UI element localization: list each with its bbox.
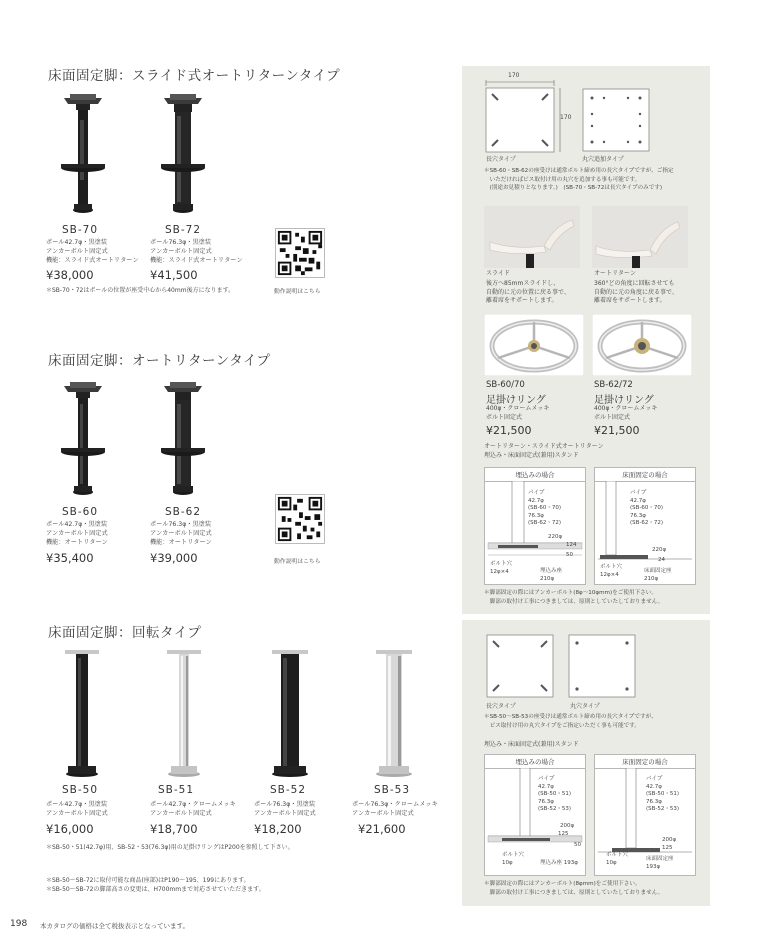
page-number: 198 bbox=[10, 919, 28, 929]
autoreturn-seat-image bbox=[592, 206, 688, 268]
floor-dim-125: 125 bbox=[662, 845, 673, 851]
sb-62-price: ¥39,000 bbox=[150, 551, 198, 565]
sb-53-product-image bbox=[372, 648, 416, 780]
panel2-footnote: ＊脚部固定の際にはアンカーボルト(8φmm)をご使用下さい。 脚部の取付け工事につきましては、原則としていたしておりません。 bbox=[484, 881, 664, 896]
sb-50-spec: ポール42.7φ・黒塗装 アンカーボルト固定式 bbox=[46, 801, 108, 817]
ring2-name: 足掛けリング bbox=[594, 395, 654, 406]
embed-dim-50-2: 50 bbox=[574, 842, 581, 848]
embed-pipe-spec: パイプ 42.7φ (SB-60・70) 76.3φ (SB-62・72) bbox=[528, 490, 562, 526]
plate2-label: 丸穴追加タイプ bbox=[582, 156, 624, 163]
sb-60-product-image bbox=[58, 378, 108, 500]
floor-pipe-spec: パイプ 42.7φ (SB-60・70) 76.3φ (SB-62・72) bbox=[630, 490, 664, 526]
embed-dim-50: 50 bbox=[566, 552, 573, 558]
floor-bolt-hole: ボルト穴 12φ×4 bbox=[600, 564, 623, 578]
panel1-footnote: ＊脚部固定の際にはアンカーボルト(8φ～10φmm)をご使用下さい。 脚部の取付け工事につきましては、原則としていたしておりません。 bbox=[484, 590, 664, 605]
stand-title-2: 埋込み・床面固定式(兼用)スタンド bbox=[484, 741, 579, 748]
sb-72-product-image bbox=[158, 90, 208, 220]
embed-base-2: 埋込み座 193φ bbox=[540, 860, 578, 866]
plate2-label-2: 丸穴タイプ bbox=[570, 703, 600, 710]
ring2-price: ¥21,500 bbox=[594, 424, 640, 437]
floor-pipe-spec-2: パイプ 42.7φ (SB-50・51) 76.3φ (SB-52・53) bbox=[646, 776, 680, 812]
dim-width: 170 bbox=[508, 72, 520, 79]
ring-sb-60-70-image bbox=[484, 314, 584, 376]
ring2-model: SB-62/72 bbox=[594, 380, 633, 390]
sb-70-model: SB-70 bbox=[62, 224, 99, 236]
sb-52-price: ¥18,200 bbox=[254, 822, 302, 836]
embed-bolt-hole: ボルト穴 12φ×4 bbox=[490, 561, 513, 575]
qr-caption-section2: 動作説明はこちら bbox=[274, 559, 321, 565]
plate-round-diagram-2 bbox=[568, 634, 638, 700]
sb-52-model: SB-52 bbox=[270, 784, 307, 796]
ring1-name: 足掛けリング bbox=[486, 395, 546, 406]
floor-base: 床面固定座 210φ bbox=[644, 568, 672, 582]
qr-code-section2[interactable] bbox=[275, 494, 325, 544]
sb-52-spec: ポール76.3φ・黒塗装 アンカーボルト固定式 bbox=[254, 801, 316, 817]
floor-dim-220: 220φ bbox=[652, 547, 667, 553]
embed-diagram-head-2: 埋込みの場合 bbox=[485, 755, 585, 769]
sb-70-price: ¥38,000 bbox=[46, 268, 94, 282]
qr-code-section1[interactable] bbox=[275, 228, 325, 278]
slide-description: 後方へ85mmスライドし、 自動的に元の位置に戻る事で、 離着席をサポートします。 bbox=[486, 280, 570, 304]
autoreturn-description: 360°どの角度に回転させても 自動的に元の角度に戻る事で、 離着席をサポートします。 bbox=[594, 280, 678, 304]
sb-53-spec: ポール76.3φ・クロームメッキ アンカーボルト固定式 bbox=[352, 801, 438, 817]
plate1-label: 長穴タイプ bbox=[486, 156, 516, 163]
section-title-autoreturn: 床面固定脚：オートリターンタイプ bbox=[48, 353, 271, 369]
floor-base-2: 床面固定座 193φ bbox=[646, 856, 674, 870]
plate-round-holes-diagram bbox=[582, 88, 652, 154]
section-title-swivel: 床面固定脚：回転タイプ bbox=[48, 625, 202, 641]
autoreturn-label: オートリターン bbox=[594, 270, 636, 277]
embed-dim-125: 125 bbox=[558, 831, 569, 837]
sb-51-spec: ポール42.7φ・クロームメッキ アンカーボルト固定式 bbox=[150, 801, 236, 817]
sb-52-product-image bbox=[268, 648, 312, 780]
ring1-model: SB-60/70 bbox=[486, 380, 525, 390]
plate-slot-diagram-2 bbox=[486, 634, 556, 700]
sb-72-model: SB-72 bbox=[165, 224, 202, 236]
sb-70-product-image bbox=[58, 90, 108, 220]
sb-53-model: SB-53 bbox=[374, 784, 411, 796]
slide-label: スライド bbox=[486, 270, 510, 277]
qr-caption-section1: 動作説明はこちら bbox=[274, 289, 321, 295]
floor-bolt-hole-2: ボルト穴 10φ bbox=[606, 852, 629, 866]
price-notice: 本カタログの価格は全て税抜表示となっています。 bbox=[40, 922, 189, 930]
sb-51-price: ¥18,700 bbox=[150, 822, 198, 836]
sb-51-product-image bbox=[164, 648, 204, 780]
ring1-price: ¥21,500 bbox=[486, 424, 532, 437]
section1-note: ＊SB-70・72はポールの位置が座受中心から40mm後方になります。 bbox=[46, 287, 235, 294]
ring1-spec: 400φ・クロームメッキ ボルト固定式 bbox=[486, 405, 550, 421]
plate-note: ＊SB-60・SB-62の座受けは通常ボルト締め用の長穴タイプですが、ご指定 いただければビス取付け用の丸穴を追加する事も可能です。 (別途お見積りとなります。) (SB-70・SB-72は長穴タイプのみです) bbox=[484, 168, 674, 191]
embed-dim-200: 200φ bbox=[560, 823, 575, 829]
section-title-slide-autoreturn: 床面固定脚：スライド式オートリターンタイプ bbox=[48, 68, 341, 84]
slide-seat-image bbox=[484, 206, 580, 268]
sb-51-model: SB-51 bbox=[158, 784, 195, 796]
sb-62-spec: ポール76.3φ・黒塗装 アンカーボルト固定式 機能：オートリターン bbox=[150, 521, 212, 546]
sb-60-model: SB-60 bbox=[62, 506, 99, 518]
section3-note: ＊SB-50・51(42.7φ)用、SB-52・53(76.3φ)用の足掛けリングはP200を参照して下さい。 bbox=[46, 844, 294, 851]
ring-sb-62-72-image bbox=[592, 314, 692, 376]
floor-dim-24: 24 bbox=[658, 557, 665, 563]
sb-50-product-image bbox=[62, 648, 102, 780]
plate1-label-2: 長穴タイプ bbox=[486, 703, 516, 710]
sb-53-price: ¥21,600 bbox=[358, 822, 406, 836]
sb-72-price: ¥41,500 bbox=[150, 268, 198, 282]
embed-diagram-head: 埋込みの場合 bbox=[485, 468, 585, 482]
floor-diagram-head-2: 床面固定の場合 bbox=[595, 755, 695, 769]
floor-dim-200: 200φ bbox=[662, 837, 677, 843]
embed-base: 埋込み座 210φ bbox=[540, 568, 563, 582]
embed-dim-124: 124 bbox=[566, 542, 577, 548]
sb-70-spec: ポール42.7φ・黒塗装 アンカーボルト固定式 機能：スライド式オートリターン bbox=[46, 239, 139, 264]
embed-pipe-spec-2: パイプ 42.7φ (SB-50・51) 76.3φ (SB-52・53) bbox=[538, 776, 572, 812]
sb-62-product-image bbox=[158, 378, 208, 500]
footer-notes: ＊SB-50～SB-72に取付可能な商品(座部)はP190～195、199にあります。 ＊SB-50～SB-72の脚部高さの変更は、H700mmまで対応させていただきます。 bbox=[46, 877, 265, 893]
sb-60-price: ¥35,400 bbox=[46, 551, 94, 565]
sb-72-spec: ポール76.3φ・黒塗装 アンカーボルト固定式 機能：スライド式オートリターン bbox=[150, 239, 243, 264]
plate-note-2: ＊SB-50～SB-53の座受けは通常ボルト締め用の長穴タイプですが、 ビス取付け用の丸穴タイプをご指定いただく事も可能です。 bbox=[484, 714, 657, 729]
sb-50-price: ¥16,000 bbox=[46, 822, 94, 836]
sb-60-spec: ポール42.7φ・黒塗装 アンカーボルト固定式 機能：オートリターン bbox=[46, 521, 108, 546]
embed-bolt-hole-2: ボルト穴 10φ bbox=[502, 852, 525, 866]
sb-50-model: SB-50 bbox=[62, 784, 99, 796]
dim-depth: 170 bbox=[560, 114, 572, 121]
embed-dim-220: 220φ bbox=[548, 534, 563, 540]
ring2-spec: 400φ・クロームメッキ ボルト固定式 bbox=[594, 405, 658, 421]
sb-62-model: SB-62 bbox=[165, 506, 202, 518]
floor-diagram-head: 床面固定の場合 bbox=[595, 468, 695, 482]
stand-title-1: オートリターン・スライド式オートリターン 埋込み・床面固定式(兼用)スタンド bbox=[484, 443, 604, 459]
